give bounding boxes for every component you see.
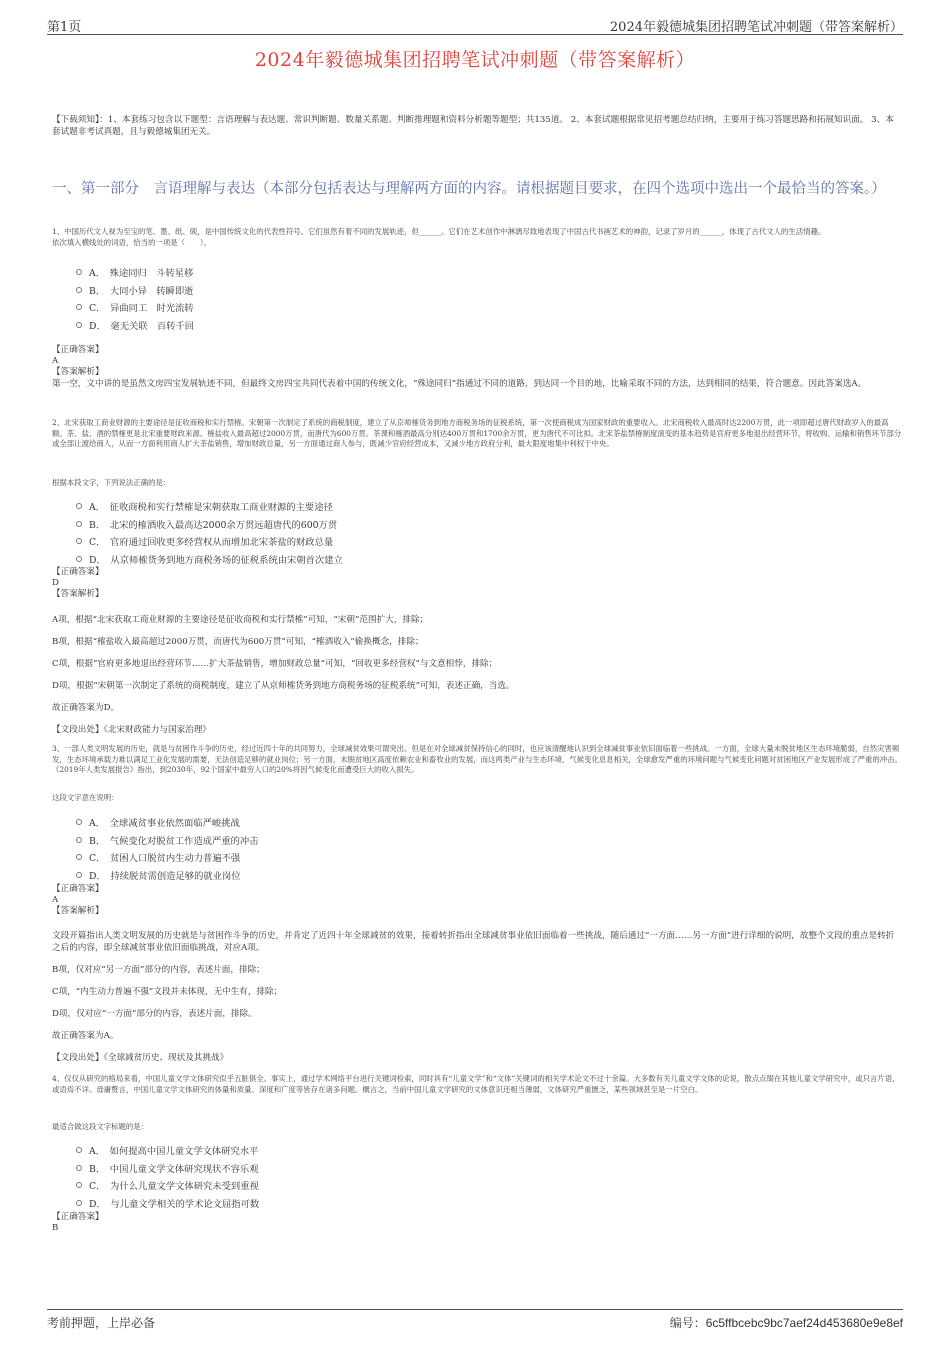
explanation-label: 【答案解析】 <box>52 589 104 599</box>
header-doc-title: 2024年毅德城集团招聘笔试冲刺题（带答案解析） <box>609 20 903 35</box>
question-3-explanation <box>52 930 902 1064</box>
page-number: 第1页 <box>47 20 82 35</box>
radio-icon[interactable] <box>76 854 82 860</box>
question-2-explanation <box>52 614 902 736</box>
answer-label: 【正确答案】 <box>52 884 104 894</box>
document-title: 2024年毅德城集团招聘笔试冲刺题（带答案解析） <box>254 49 696 71</box>
radio-icon[interactable] <box>76 287 82 293</box>
question-4-stem: 4、仅仅从研究的格局来看，中国儿童文学文体研究似乎五脏俱全。事实上，通过学术网络平台进行关键词检索，同时具有“儿童文学”和“文体”关键词的相关学术论文不过十余篇。大多数有关儿童文学文体的论说，散点点缀在其他儿童文学研究中，或只言片语，或语焉不详。毋庸赘言，中国儿童文学文体研究的体量和质量、深度和广度等皆存在诸多问题。概言之，当前中国儿童文学研究的文体意识还相当薄弱，文体研究严重匮乏，某些领域甚至是一片空白。 <box>52 1074 900 1094</box>
question-3-stem: 3、一部人类文明发展的历史，就是与贫困作斗争的历史，经过近四十年的共同努力，全球减贫效果可谓突出。但是在对全球减贫保持信心的同时，也应该清醒地认识到全球减贫事业依旧面临着一些挑战。一方面，全球大量未脱贫地区生态环境脆弱，自然灾害频发，生态环境承载力难以满足工业化发展的需要，无法创造足够的就业岗位；另一方面，未脱贫地区高度依赖农业和畜牧业的发展，而这两类产业与生态环境、气候变化息息相关，全球愈发严重的环境问题与气候变化问题对贫困地区产业发展形成了严重的冲击。《2019年人类发展报告》指出，到2030年，92个国家中最穷人口的20%将因气候变化而遭受巨大的收入损失。 <box>52 744 902 774</box>
explanation-line: 故正确答案为D。 <box>52 703 120 713</box>
answer-value: B <box>52 1223 59 1233</box>
question-3-prompt: 这段文字意在说明： <box>52 793 119 802</box>
answer-label: 【正确答案】 <box>52 567 104 577</box>
explanation-label: 【答案解析】 <box>52 367 104 377</box>
source-line: 【文段出处】《北宋财政能力与国家治理》 <box>52 725 211 735</box>
radio-icon[interactable] <box>76 503 82 509</box>
question-1-stem: 1、中国历代文人视为至宝的笔、墨、纸、砚，是中国传统文化的代表性符号。它们虽然有着不同的发展轨迹，但______。它们在艺术创作中淋漓尽致地表现了中国古代书画艺术的神韵，记录了岁月的______，体现了古代文人的生活情趣。 依次填入横线处的词语，恰当的一项是（ ）。 <box>52 227 902 248</box>
question-4-answer <box>52 1212 902 1234</box>
radio-icon[interactable] <box>76 322 82 328</box>
explanation-line: B项，仅对应“另一方面”部分的内容，表述片面，排除； <box>52 965 265 975</box>
explanation-line: 故正确答案为A。 <box>52 1031 119 1041</box>
question-4-prompt: 最适合做这段文字标题的是： <box>52 1122 149 1131</box>
download-notice: 【下载须知】：1、本套练习包含以下题型：言语理解与表达题、常识判断题、数量关系题、判断推理题和资料分析题等题型；共135道。 2、本套试题根据常见招考题总结归纳，主要用于练习答题思路和拓展知识面。 3、本套试题非考试真题，且与毅德城集团无关。 <box>52 115 894 137</box>
answer-value: D <box>52 578 59 588</box>
explanation-line: 文段开篇指出人类文明发展的历史就是与贫困作斗争的历史，并肯定了近四十年全球减贫的效果，接着转折指出全球减贫事业依旧面临着一些挑战，随后通过“一方面……另一方面”进行详细的说明，故整个文段的重点是转折之后的内容，即全球减贫事业依旧面临挑战，对应A项。 <box>52 931 895 953</box>
radio-icon[interactable] <box>76 819 82 825</box>
radio-icon[interactable] <box>76 269 82 275</box>
question-2-prompt: 根据本段文字，下列说法正确的是： <box>52 478 171 487</box>
question-1-prompt: 依次填入横线处的词语，恰当的一项是（ ）。 <box>52 237 211 247</box>
footer-slogan: 考前押题，上岸必备 <box>47 1316 156 1330</box>
radio-icon[interactable] <box>76 556 82 562</box>
explanation-line: D项，根据“宋朝第一次制定了系统的商税制度，建立了从京师榷货务到地方商税务场的征税系统”可知，表述正确，当选。 <box>52 681 515 691</box>
footer-code <box>670 1314 903 1331</box>
radio-icon[interactable] <box>76 837 82 843</box>
radio-icon[interactable] <box>76 1182 82 1188</box>
section-heading: 一、第一部分 言语理解与表达（本部分包括表达与理解两方面的内容。请根据题目要求，在四个选项中选出一个最恰当的答案。） <box>52 181 886 197</box>
question-2-stem: 2、北宋获取工商业财源的主要途径是征收商税和实行禁榷。宋朝第一次制定了系统的商税制度，建立了从京师榷货务到地方商税务场的征税系统，第一次使商税成为国家财政的重要收入。北宋商税收入最高时达2200万贯，此一项即超过唐代财政岁入的最高额。茶、盐、酒的禁榷更是北宋重要财政来源。榷盐收入最高超过2000万贯，而唐代为600万贯。茶课和榷酒最高分别达400万贯和1700余万贯，更为唐代不可比拟。北宋茶盐禁榷制度演变的基本趋势是官府更多地退出经营环节，将收购、运输和销售环节部分或全部让渡给商人，从而一方面利用商人扩大茶盐销售，增加财政总量，另一方面通过商人参与，既减少官府经营成本，又减少地方政府分利，最大限度地集中利权于中央。 <box>52 418 902 448</box>
explanation-line: B项，根据“榷盐收入最高超过2000万贯，而唐代为600万贯”可知，“榷酒收入”偷换概念，排除； <box>52 637 424 647</box>
radio-icon[interactable] <box>76 538 82 544</box>
question-2-answer <box>52 567 902 600</box>
question-3-answer <box>52 884 902 917</box>
explanation-label: 【答案解析】 <box>52 906 104 916</box>
answer-value: A <box>52 356 59 366</box>
radio-icon[interactable] <box>76 872 82 878</box>
radio-icon[interactable] <box>76 1165 82 1171</box>
radio-icon[interactable] <box>76 521 82 527</box>
explanation-line: A项，根据“北宋获取工商业财源的主要途径是征收商税和实行禁榷”可知，“宋朝”范围扩大，排除； <box>52 615 429 625</box>
radio-icon[interactable] <box>76 1200 82 1206</box>
answer-label: 【正确答案】 <box>52 1212 104 1222</box>
page-header <box>47 14 903 35</box>
explanation-text: 第一空，文中讲的是虽然文房四宝发展轨迹不同，但最终文房四宝共同代表着中国的传统文化，“殊途同归”指通过不同的道路，到达同一个目的地，比喻采取不同的方法，达到相同的结果，符合题意。因此答案选A。 <box>52 379 867 389</box>
explanation-line: D项，仅对应“一方面”部分的内容，表述片面，排除。 <box>52 1009 257 1019</box>
code-label: 编号： <box>669 1316 706 1330</box>
radio-icon[interactable] <box>76 1147 82 1153</box>
radio-icon[interactable] <box>76 304 82 310</box>
code-value: 6c5ffbcebc9bc7aef24d453680e9e8ef <box>705 1316 903 1330</box>
answer-value: A <box>52 895 59 905</box>
explanation-line: C项，“内生动力普遍不强”文段并未体现，无中生有，排除； <box>52 987 283 997</box>
answer-label: 【正确答案】 <box>52 345 104 355</box>
page-footer <box>47 1309 903 1328</box>
question-1-answer <box>52 345 902 390</box>
explanation-line: C项，根据“官府更多地退出经营环节……扩大茶盐销售，增加财政总量”可知，“回收更多经营权”与文意相悖，排除； <box>52 659 498 669</box>
source-line: 【文段出处】《全球减贫历史、现状及其挑战》 <box>52 1053 229 1063</box>
